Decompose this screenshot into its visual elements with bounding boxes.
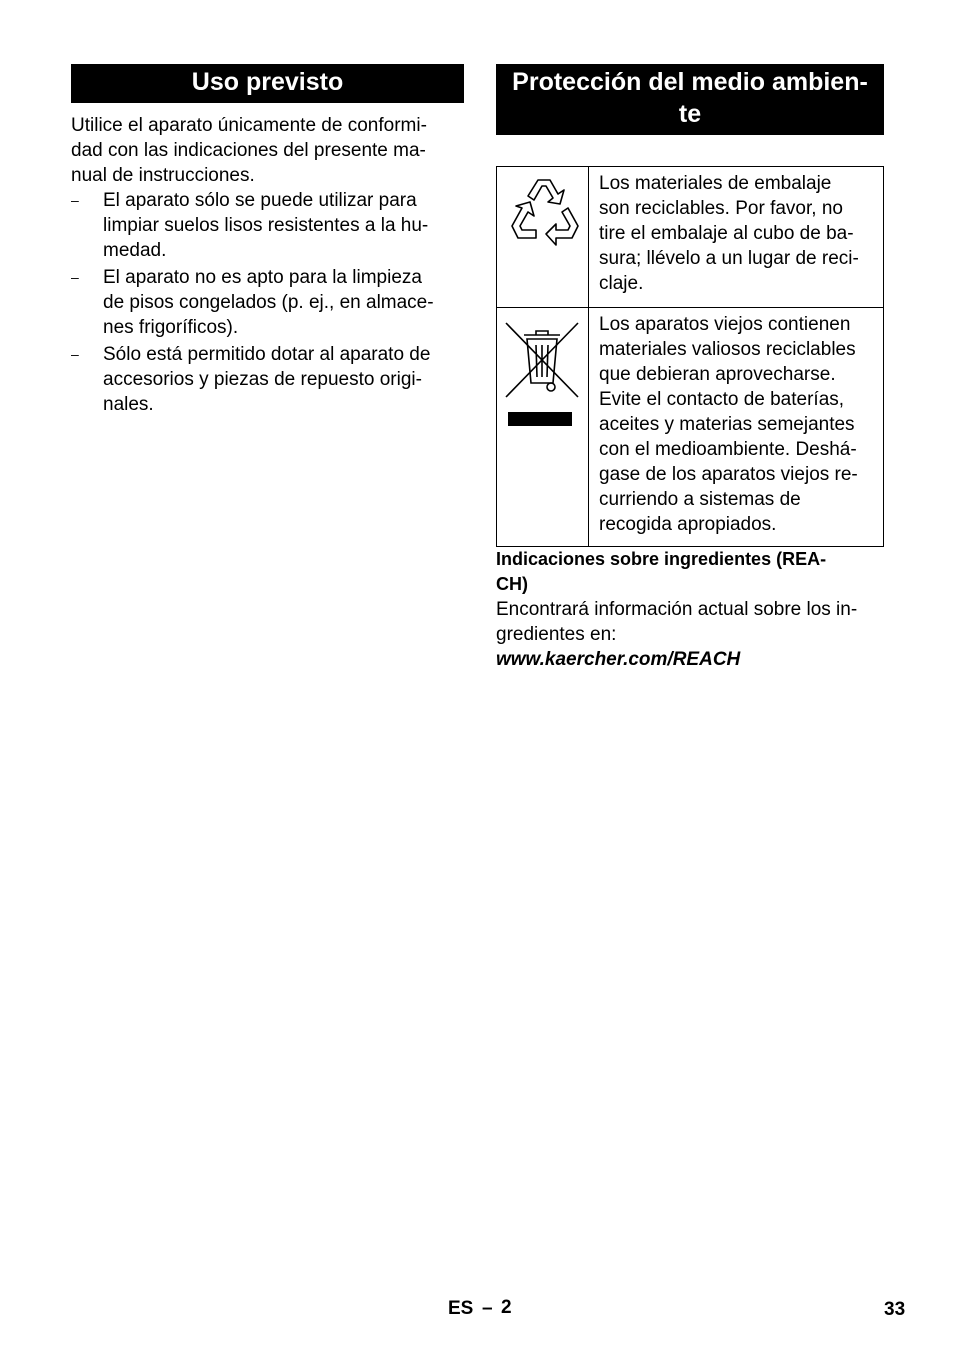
text-line: Encontrará información actual sobre los in- [496,599,858,620]
intended-use-section [71,64,464,417]
text-line: recogida apropiados. [599,514,777,535]
text-line: Indicaciones sobre ingredientes (REA- [496,549,827,569]
heading-text: te [678,100,702,128]
heading-text: Protección del medio ambien- [512,68,868,96]
heading-text: Uso previsto [191,68,344,96]
text-line: Los aparatos viejos contienen [599,314,851,335]
list-item [71,265,464,340]
text-line: con el medioambiente. Deshá- [599,439,857,460]
reach-paragraph [496,597,884,647]
section-heading [496,64,884,135]
icon-cell [497,167,589,308]
table-row [497,167,884,308]
text-line: limpiar suelos lisos resistentes a la hu- [103,215,429,236]
text-line: gredientes en: [496,624,617,645]
reach-heading [496,547,884,597]
text-line: aceites y materias semejantes [599,414,855,435]
text-line: de pisos congelados (p. ej., en almace- [103,292,434,313]
text-line: claje. [599,273,644,294]
text-line: nales. [103,394,154,415]
page-number: 33 [884,1299,906,1320]
text-line: Sólo está permitido dotar al aparato de [103,344,431,365]
bullet-dash: – [71,192,79,208]
text-line: son reciclables. Por favor, no [599,198,843,219]
text-line: Evite el contacto de baterías, [599,389,845,410]
text-line: dad con las indicaciones del presente ma- [71,140,426,161]
footer-section-page: 2 [501,1297,512,1318]
reach-link[interactable]: www.kaercher.com/REACH [496,649,741,670]
section-heading [71,64,464,103]
text-line: tire el embalaje al cubo de ba- [599,223,854,244]
footer-separator: – [482,1298,493,1319]
text-line: Utilice el aparato únicamente de conformi- [71,115,427,136]
text-line: materiales valiosos reciclables [599,339,856,360]
text-line: curriendo a sistemas de [599,489,801,510]
table-row [497,308,884,547]
bullet-dash: – [71,269,79,285]
text-line: CH) [496,574,528,594]
text-line: El aparato no es apto para la limpieza [103,267,422,288]
recycling-icon [498,168,587,264]
recycling-text [589,167,884,308]
bullet-dash: – [71,346,79,362]
disposal-text [589,308,884,547]
text-line: medad. [103,240,167,261]
environment-table [496,166,884,547]
text-line: Los materiales de embalaje [599,173,832,194]
text-line: nual de instrucciones. [71,165,255,186]
text-line: nes frigoríficos). [103,317,239,338]
text-line: gase de los aparatos viejos re- [599,464,858,485]
icon-cell [497,308,589,547]
intro-paragraph [71,113,464,188]
list-item [71,342,464,417]
text-line: sura; llévelo a un lugar de reci- [599,248,859,269]
text-line: accesorios y piezas de repuesto origi- [103,369,422,390]
crossed-out-wheelie-bin-icon [498,309,587,439]
usage-list [71,188,464,417]
environment-section [496,64,884,672]
text-line: que debieran aprovecharse. [599,364,836,385]
list-item [71,188,464,263]
text-line: El aparato sólo se puede utilizar para [103,190,417,211]
footer-language: ES [448,1298,474,1319]
